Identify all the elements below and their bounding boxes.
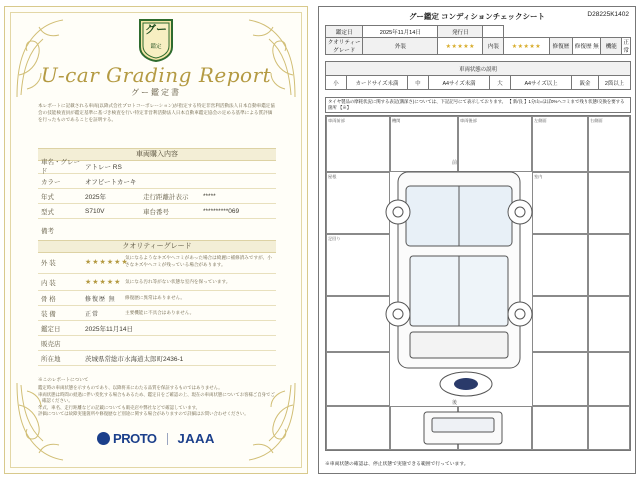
sheet-title: グー鑑定 コンディションチェックシート [408,12,546,21]
row-label: 年式 [41,193,54,201]
vehicle-info-table [38,159,276,242]
list-item: 評価については故障実施箇所や修復歴など別途に関する場合がありますので詳細はお問い合わせください。 [38,411,249,417]
table-row [38,306,276,321]
proto-mark-icon [97,432,110,445]
symbol-desc: 2箇以上 [599,76,631,90]
row-value-2: ***** [203,192,216,200]
badge-mark-text: グー [145,24,167,36]
table-row [326,76,631,90]
quality-section-header: クオリティーグレード [38,240,276,253]
table-row [38,321,276,336]
diagram-cell: 右側面 [588,116,630,172]
symbol-cell: 大 [490,76,511,90]
cell-label: クオリティーグレード [326,38,363,55]
cell-value [483,26,504,38]
table-row [326,26,631,38]
diagram-cell: 車両後部 [458,116,532,172]
cell-stars-exterior: ★★★★★ [438,38,483,55]
explanation-table [325,61,631,90]
tire-note: タイヤ製品の摩耗状況に関する表記(溝深さ)については、下記記号にて表示しております。 【 新/良 】1分山=ほぼ0%ヘコミまで残り状態/交換を要する箇所 【※】 [325,97,631,113]
row-stars: ★★★★★★ [85,259,129,266]
table-row [326,38,631,55]
symbol-desc: A4サイズ未満 [429,76,490,90]
row-stars: ★★★★★ [85,279,122,286]
table-row [38,251,276,274]
symbol-desc: A4サイズ以上 [511,76,572,90]
jaaa-logo-text: JAAA [177,431,215,446]
table-row [38,204,276,219]
table-row [38,336,276,351]
diagram-cell: 車両前部 [326,116,390,172]
disclaimer-title: ※このレポートについて [38,377,89,382]
diagram-cell: 左側面 [532,116,588,172]
logo-row [5,431,307,446]
row-note: 修復歴に異常はありません。 [125,294,185,300]
diagram-cell: 機関 [390,116,458,172]
goo-kantei-badge [136,17,176,63]
cell-value: 修復歴 無 [573,38,601,55]
row-label: 販売店 [41,340,61,348]
row-value: 2025年11月14日 [85,325,133,333]
list-item: 車両状態は時間の経過に伴い変化する場合もあるため、鑑定日をご確認の上、現在の車両状態についてお客様ご自身でご確認ください。 [38,391,275,404]
cell-label: 外装 [363,38,438,55]
row-value: オフビートカーキ [85,178,137,186]
row-label: 外 装 [41,259,56,267]
list-item: 年式、車名、走行距離などの記載についても販売店や弊社などで確認しています。 [38,404,201,410]
explanation-section [325,61,631,90]
quality-grade-table [38,251,276,366]
cell-label: 発行日 [438,26,483,38]
car-topview-illustration [326,116,632,452]
cell-value: 2025年11月14日 [363,26,438,38]
cell-label: 修復歴 [549,38,573,55]
table-row [38,274,276,291]
condition-check-sheet [318,6,636,474]
cell-value: 正常 [622,38,631,55]
proto-logo [97,431,157,446]
list-item: 鑑定時の車両状態を示すものであり、以降将来にわたる品質を保証するものではありません。 [38,385,223,391]
table-row [38,159,276,174]
sheet-bottom-note: ※車両状態の確認は、停止状態で実施できる範囲で行っています。 [325,462,469,467]
report-subtitle: グー鑑定書 [131,88,181,97]
cell-stars-interior: ★★★★★ [504,38,549,55]
row-label: 型式 [41,208,54,216]
row-label: 装 備 [41,310,56,318]
symbol-cell: 鈑金 [572,76,599,90]
report-title: U-car Grading Report [40,63,272,87]
row-label-2: 走行距離計表示 [143,193,189,201]
svg-text:後: 後 [452,400,458,406]
row-label: 備考 [41,227,54,235]
row-value: アトレー RS [85,163,122,171]
report-intro-text: 本レポートに記載される車両(以降式会社プロトコーポレーション)が指定する特定非営利活動法人日本自動車鑑定協会の技能検査員が鑑定基準に基づき検査を行い特定非営利活動法人日本自動車鑑定協会の定める基準による質評価を行ったものであることを証明する。 [38,103,275,122]
row-note: 気になる汚れ等がない状態な室内を保っています。 [125,278,231,284]
table-row [38,189,276,204]
row-label: 骨 格 [41,295,56,303]
row-label-2: 車台番号 [143,208,169,216]
vehicle-section-header: 車両購入内容 [38,148,276,161]
table-row [326,62,631,76]
diagram-cell: 足回り [326,234,390,296]
row-value: 2025年 [85,193,106,201]
disclaimer-block [38,377,276,417]
row-value: S710V [85,207,105,215]
row-label: 内 装 [41,279,56,287]
cell-label: 鑑定日 [326,26,363,38]
proto-logo-text: PROTO [113,431,157,446]
sheet-id: D28225K1402 [587,11,629,18]
grade-table [325,25,631,55]
svg-text:前: 前 [452,160,458,166]
table-row [38,351,276,366]
symbol-desc: カードサイズ未満 [347,76,408,90]
row-value: 茨城県常総市水海道太郎町2436-1 [85,355,184,363]
row-value-2: **********069 [203,207,240,215]
row-label: カラー [41,178,61,186]
cell-label: 機能 [601,38,622,55]
row-label: 鑑定日 [41,325,61,333]
row-note: 主要機能に不具合はありません。 [125,309,195,315]
cell-label: 内装 [483,38,504,55]
row-label: 車名・グレード [41,159,80,175]
diagram-cell: 室内 [532,172,588,234]
row-label: 所在地 [41,355,61,363]
table-row [38,291,276,306]
explanation-title: 車両状態の説明 [326,62,631,76]
diagram-cell: 屋根 [326,172,390,234]
badge-sub-text: 鑑定 [150,44,162,50]
row-note: 気になるようなキズやへコミがあった場合は綺麗に補修済みですが、小さなキズやヘコミが残っている場合があります。 [125,255,272,267]
logo-divider [167,433,168,445]
table-row [38,174,276,189]
table-row [38,219,276,242]
grading-report-certificate [4,6,308,474]
row-status: 修復歴 無 [85,296,116,303]
symbol-cell: 小 [326,76,347,90]
vehicle-condition-diagram [325,115,631,451]
row-status: 正常 [85,311,100,318]
symbol-cell: 中 [408,76,429,90]
